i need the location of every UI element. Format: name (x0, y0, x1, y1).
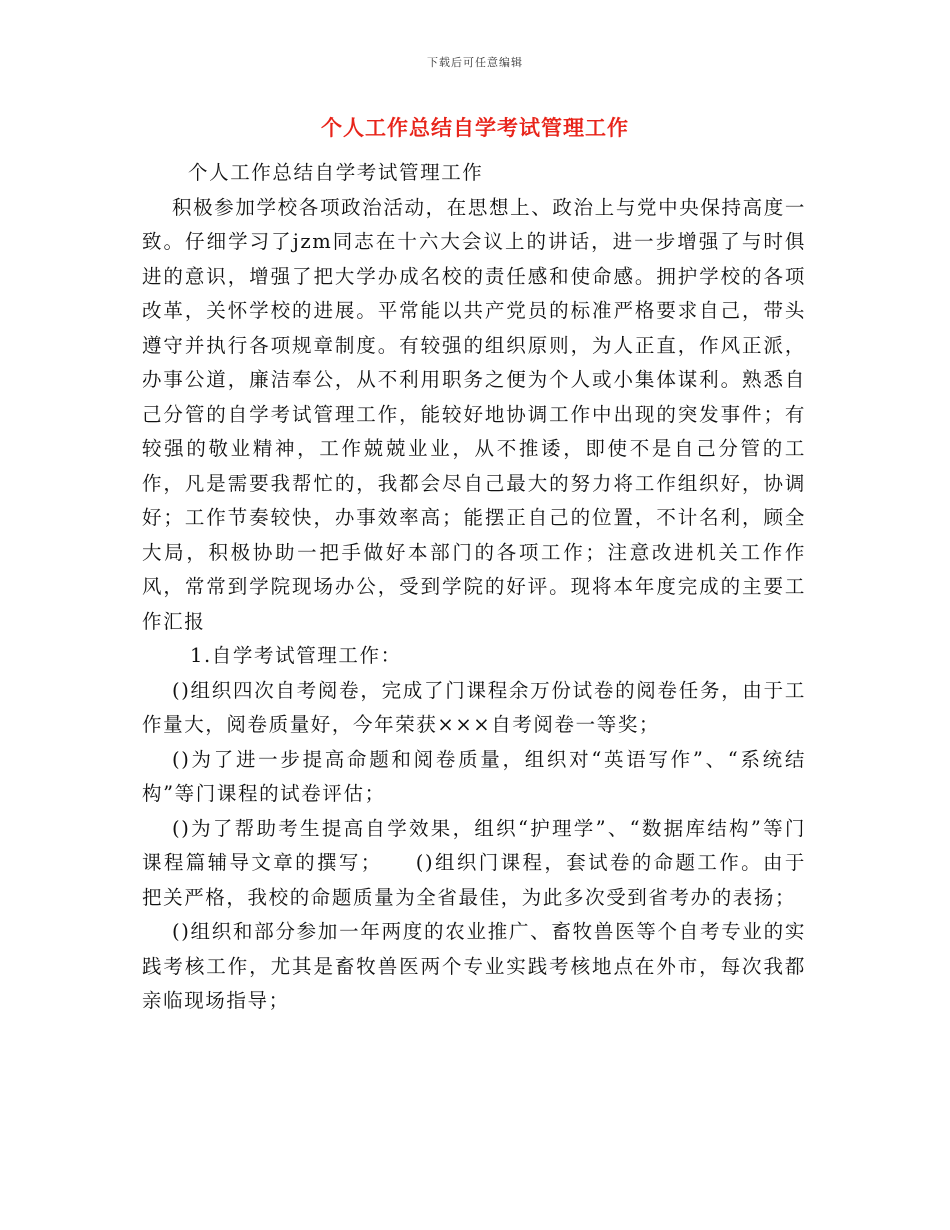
item-paragraph-1: ()组织四次自考阅卷，完成了门课程余万份试卷的阅卷任务，由于工作量大，阅卷质量好，今年荣获×××自考阅卷一等奖； (142, 678, 806, 736)
item-paragraph-2: ()为了进一步提高命题和阅卷质量，组织对“英语写作”、“系统结构”等门课程的试卷评估； (142, 747, 806, 805)
item-paragraph-3a: ()为了帮助考生提高自学效果，组织“护理学”、“数据库结构”等门课程篇辅导文章的撰写； (142, 816, 806, 874)
document-body (142, 156, 806, 1019)
intro-paragraph: 积极参加学校各项政治活动，在思想上、政治上与党中央保持高度一致。仔细学习了jzm同志在十六大会议上的讲话，进一步增强了与时俱进的意识，增强了把大学办成名校的责任感和使命感。拥护学校的各项改革，关怀学校的进展。平常能以共产党员的标准严格要求自己，带头遵守并执行各项规章制度。有较强的组织原则，为人正直，作风正派，办事公道，廉洁奉公，从不利用职务之便为个人或小集体谋利。熟悉自己分管的自学考试管理工作，能较好地协调工作中出现的突发事件；有较强的敬业精神，工作兢兢业业，从不推诿，即使不是自己分管的工作，凡是需要我帮忙的，我都会尽自己最大的努力将工作组织好，协调好；工作节奏较快，办事效率高；能摆正自己的位置，不计名利，顾全大局，积极协助一把手做好本部门的各项工作；注意改进机关工作作风，常常到学院现场办公，受到学院的好评。现将本年度完成的主要工作汇报 (142, 195, 806, 633)
subtitle: 个人工作总结自学考试管理工作 (188, 161, 484, 184)
header-note: 下载后可任意编辑 (427, 56, 523, 69)
section-heading: 1.自学考试管理工作： (190, 644, 402, 667)
document-title: 个人工作总结自学考试管理工作 (321, 115, 629, 140)
item-paragraph-3b: ()组织门课程，套试卷的命题工作。由于把关严格，我校的命题质量为全省最佳，为此多次受到省考办的表扬； (142, 851, 806, 909)
item-paragraph-3 (142, 812, 806, 916)
item-paragraph-4: ()组织和部分参加一年两度的农业推广、畜牧兽医等个自考专业的实践考核工作，尤其是畜牧兽医两个专业实践考核地点在外市，每次我都亲临现场指导； (142, 920, 806, 1012)
